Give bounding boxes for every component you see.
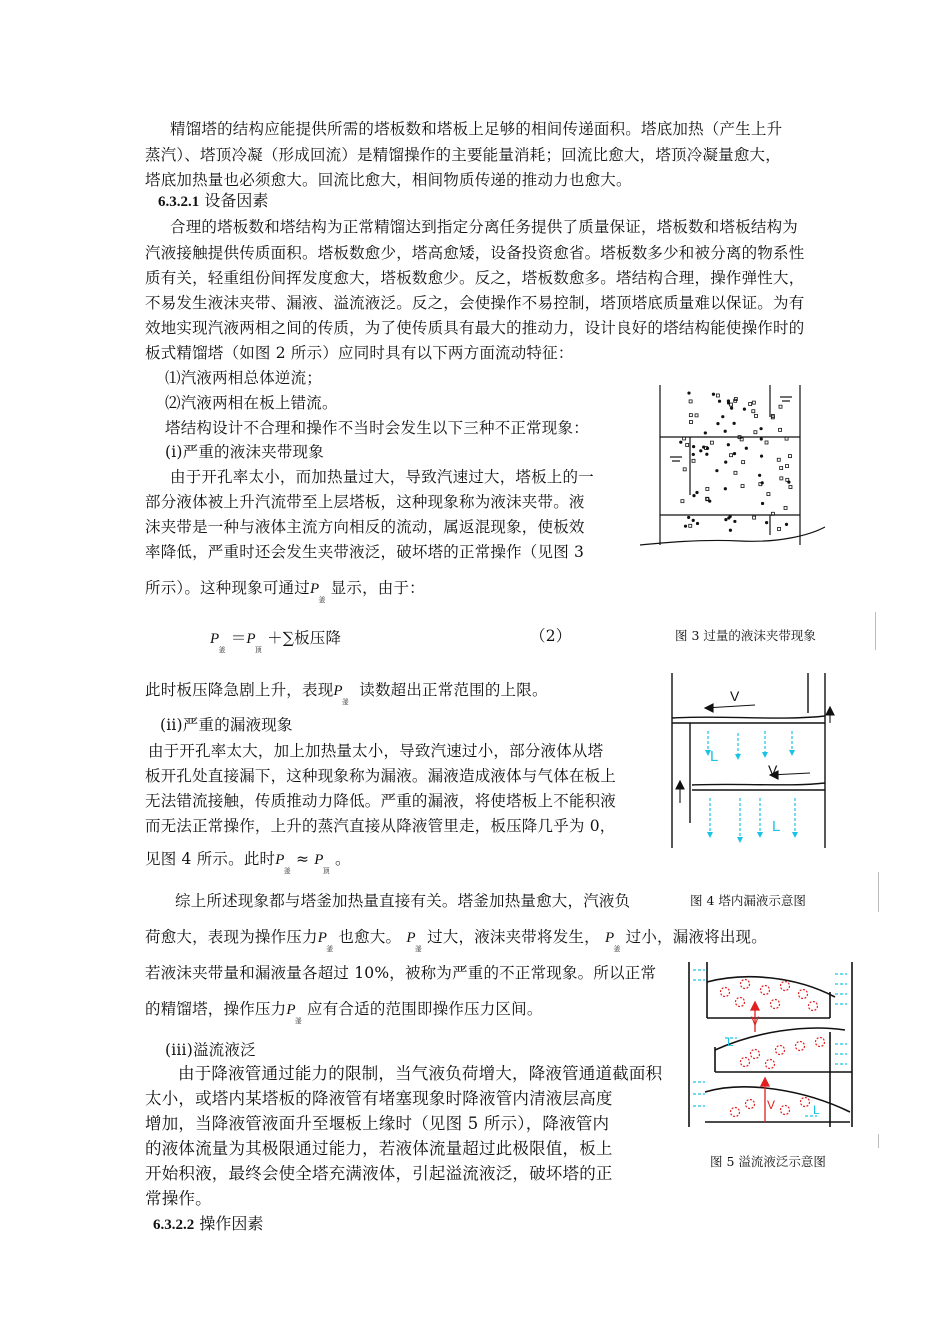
eq-p-fu: P (210, 631, 220, 647)
droplet (724, 430, 727, 433)
droplet (733, 520, 736, 523)
eq-rest: ＋∑板压降 (267, 629, 342, 647)
bubble (766, 1060, 775, 1069)
leak-arrow-head (707, 832, 713, 838)
leak-line-5 (145, 847, 351, 875)
droplet (692, 519, 695, 522)
entrain-line-3: 沫夹带是一种与液体主流方向相反的流动，属返混现象，使板效 (145, 518, 585, 536)
flood-line-4: 的液体流量为其极限通过能力，若液体流量超过此极限值，板上 (145, 1139, 613, 1158)
droplet (715, 469, 718, 472)
droplet (786, 465, 789, 468)
droplet (695, 491, 698, 494)
droplet (789, 486, 792, 489)
leak-arrow-head (762, 752, 768, 758)
fig5-label-l2: L (813, 1103, 820, 1117)
droplet (743, 408, 746, 411)
subscript-fu: 釜 (414, 945, 422, 953)
equip-line-6: 板式精馏塔（如图 2 所示）应同时具有以下两方面流动特征： (145, 344, 574, 362)
subheading-entrainment: (i)严重的液沫夹带现象 (165, 443, 324, 461)
equation-2 (210, 626, 341, 654)
droplet (689, 421, 692, 424)
summary-line-2 (145, 925, 767, 953)
entrain-line-5-text: 所示）。这种现象可通过 (145, 579, 310, 597)
droplet (760, 437, 763, 440)
leak-line-1: 由于开孔率太大，加上加热量太小，导致汽速过小，部分液体从塔 (148, 742, 604, 760)
approx-sign: ≈ (295, 850, 310, 868)
after-eq-tail: 读数超出正常范围的上限。 (359, 681, 548, 699)
figure-5-caption: 图 5 溢流液泛示意图 (710, 1154, 826, 1169)
fig4-label-l2: L (772, 818, 781, 835)
summary-4-b: 应有合适的范围即操作压力区间。 (307, 1000, 543, 1018)
subscript-ding: 顶 (322, 867, 330, 875)
summary-2-b: 也愈大。 (338, 928, 402, 946)
droplet (754, 414, 757, 417)
droplet (692, 453, 695, 456)
divider (878, 1134, 879, 1148)
bubble (721, 988, 730, 997)
droplet (765, 521, 768, 524)
equip-line-5: 效地实现汽液两相之间的传质，为了使传质具有最大的推动力，设计良好的塔结构能使操作时的 (145, 319, 805, 337)
bubble (816, 1038, 825, 1047)
droplet (692, 494, 695, 497)
symbol-p: P (314, 852, 324, 868)
section-title: 设备因素 (204, 191, 269, 210)
flood-line-6: 常操作。 (145, 1189, 212, 1208)
flood-line-2: 太小，或塔内某塔板的降液管有堵塞现象时降液管内清液层高度 (145, 1089, 613, 1108)
bubble (751, 1050, 760, 1059)
symbol-p: P (406, 930, 416, 946)
leak-line-5-end: 。 (334, 850, 351, 868)
droplet (712, 393, 715, 396)
droplet (706, 487, 709, 490)
droplet (704, 431, 707, 434)
divider (878, 872, 879, 912)
subscript-fu: 釜 (318, 596, 326, 604)
leak-arrow-head (735, 754, 741, 760)
leak-arrow-head (737, 837, 743, 843)
droplet (699, 449, 702, 452)
equip-line-1: 合理的塔板数和塔结构为正常精馏达到指定分离任务提供了质量保证，塔板数和塔板结构为 (170, 218, 799, 236)
droplet (683, 468, 686, 471)
droplet (779, 428, 782, 431)
flood-line-1: 由于降液管通过能力的限制，当气液负荷增大，降液管通道截面积 (178, 1064, 663, 1083)
list-item-1: ⑴汽液两相总体逆流； (165, 369, 323, 387)
flood-line-3: 增加，当降液管液面升至堰板上缘时（见图 5 所示），降液管内 (145, 1114, 610, 1133)
eq-equals: ＝ (230, 629, 247, 647)
droplet (687, 516, 690, 519)
figure-4-leakage-diagram (660, 673, 850, 848)
figure-3-caption: 图 3 过量的液沫夹带现象 (675, 628, 816, 643)
droplet (752, 401, 755, 404)
bubble (796, 1042, 805, 1051)
list-item-2: ⑵汽液两相在板上错流。 (165, 394, 338, 412)
abnormal-intro: 塔结构设计不合理和操作不当时会发生以下三种不正常现象： (165, 419, 589, 437)
droplet (780, 477, 783, 480)
droplet (784, 506, 787, 509)
droplet (777, 458, 780, 461)
droplet (689, 400, 692, 403)
figure-4-caption: 图 4 塔内漏液示意图 (690, 893, 806, 908)
droplet (733, 422, 736, 425)
symbol-p: P (317, 930, 328, 946)
bubble (741, 980, 750, 989)
droplet (695, 414, 698, 417)
subscript-fu: 釜 (341, 698, 349, 706)
droplet (716, 422, 719, 425)
droplet (760, 455, 763, 458)
droplet (788, 455, 791, 458)
droplet (752, 410, 755, 413)
droplet (724, 518, 727, 521)
eq-sub-fu: 釜 (218, 646, 226, 654)
droplet (754, 431, 757, 434)
summary-4-a: 的精馏塔，操作压力 (145, 1000, 287, 1018)
equation-number: （2） (530, 627, 572, 645)
leak-arrow-head (757, 832, 763, 838)
droplet (692, 445, 695, 448)
droplet (689, 524, 692, 527)
bubble (781, 982, 790, 991)
leak-arrow-head (789, 750, 795, 756)
droplet (761, 502, 764, 505)
subscript-fu: 釜 (294, 1017, 302, 1025)
entrain-line-5 (145, 576, 425, 604)
intro-line-1: 精馏塔的结构应能提供所需的塔板数和塔板上足够的相间传递面积。塔底加热（产生上升 (170, 120, 783, 138)
droplet (730, 407, 733, 410)
section-heading-6-3-2-2 (153, 1212, 263, 1237)
section-number: 6.3.2.2 (153, 1217, 195, 1233)
droplet (724, 487, 727, 490)
equip-line-3: 质有关，轻重组份间挥发度愈大，塔板数愈少。反之，塔板数愈多。塔结构合理，操作弹性大， (145, 269, 805, 287)
droplet (684, 525, 687, 528)
droplet (724, 461, 727, 464)
bubble (771, 1000, 780, 1009)
symbol-p: P (275, 852, 285, 868)
symbol-p: P (333, 683, 343, 699)
droplet (718, 400, 721, 403)
fig5-label-l1: L (727, 1035, 734, 1049)
bubble (781, 1106, 790, 1115)
subheading-leakage: (ii)严重的漏液现象 (160, 716, 293, 734)
bubble (746, 1100, 755, 1109)
bubble (731, 1108, 740, 1117)
entrain-line-1: 由于开孔率太小，而加热量过大，导致汽速过大，塔板上的一 (170, 468, 594, 486)
fig4-label-v1: V (730, 688, 740, 704)
droplet (742, 461, 745, 464)
droplet (780, 467, 783, 470)
divider (875, 612, 876, 650)
symbol-p: P (309, 581, 320, 597)
leak-line-2: 板开孔处直接漏下，这种现象称为漏液。漏液造成液体与气体在板上 (145, 767, 617, 785)
droplet (681, 500, 684, 503)
droplet (686, 444, 689, 447)
droplet (753, 516, 756, 519)
droplet (710, 441, 713, 444)
intro-line-2: 蒸汽）、塔顶冷凝（形成回流）是精馏操作的主要能量消耗；回流比愈大，塔顶冷凝量愈大， (145, 146, 781, 164)
droplet (727, 516, 730, 519)
leak-line-5-text: 见图 4 所示。此时 (145, 850, 276, 868)
droplet (745, 447, 748, 450)
droplet (741, 485, 744, 488)
summary-2-d: 过小，漏液将出现。 (625, 928, 767, 946)
figure-3-entrainment-diagram (640, 385, 880, 555)
subscript-fu: 釜 (326, 945, 334, 953)
fig5-label-v2: V (767, 1098, 776, 1112)
bubble (801, 1098, 810, 1107)
bubble (799, 990, 808, 999)
droplet (696, 522, 699, 525)
bubble (741, 1058, 750, 1067)
droplet (679, 441, 682, 444)
summary-2-c: 过大，液沫夹带将发生， (427, 928, 600, 946)
subheading-flooding: (iii)溢流液泛 (165, 1041, 256, 1059)
droplet (767, 493, 770, 496)
droplet (765, 441, 768, 444)
droplet (721, 415, 724, 418)
summary-line-1: 综上所述现象都与塔釜加热量直接有关。塔釜加热量愈大，汽液负 (175, 892, 631, 910)
droplet (730, 454, 733, 457)
section-title: 操作因素 (199, 1214, 264, 1233)
symbol-p: P (286, 1002, 296, 1018)
bubble (761, 986, 770, 995)
figure-5-flooding-diagram (685, 962, 885, 1137)
entrain-line-4: 率降低，严重时还会发生夹带液泛，破坏塔的正常操作（见图 3 (145, 543, 585, 561)
intro-line-3: 塔底加热量也必须愈大。回流比愈大，相间物质传递的推动力也愈大。 (145, 171, 632, 189)
bubble (776, 1046, 785, 1055)
droplet (692, 459, 695, 462)
eq-sub-ding: 顶 (254, 646, 262, 654)
droplet (785, 523, 788, 526)
leak-line-3: 无法错流接触，传质推动力降低。严重的漏液，将使塔板上不能积液 (145, 792, 617, 810)
droplet (778, 527, 781, 530)
fig4-label-l1: L (710, 748, 719, 765)
droplet (705, 453, 708, 456)
section-heading-6-3-2-1 (158, 189, 268, 214)
subscript-fu: 釜 (613, 945, 621, 953)
symbol-p: P (604, 930, 615, 946)
bubble (809, 1002, 818, 1011)
droplet (734, 471, 737, 474)
droplet (716, 394, 719, 397)
fig5-label-v1: V (751, 1014, 760, 1028)
droplet (729, 529, 732, 532)
subscript-fu: 釜 (283, 867, 291, 875)
flood-line-5: 开始积液，最终会使全塔充满液体，引起溢流液泛，破坏塔的正 (145, 1164, 613, 1183)
entrain-line-2: 部分液体被上升汽流带至上层塔板，这种现象称为液沫夹带。液 (145, 493, 585, 511)
bubble (736, 998, 745, 1007)
section-number: 6.3.2.1 (158, 194, 200, 210)
leak-line-4: 而无法正常操作，上升的蒸汽直接从降液管里走，板压降几乎为 0， (145, 817, 616, 835)
droplet (733, 452, 736, 455)
entrain-line-5-tail: 显示，由于： (330, 579, 425, 597)
eq-p-ding: P (246, 631, 256, 647)
droplet (779, 405, 782, 408)
droplet (727, 443, 730, 446)
after-eq-text: 此时板压降急剧上升，表现 (145, 681, 334, 699)
summary-line-3: 若液沫夹带量和漏液量各超过 10%，被称为严重的不正常现象。所以正常 (145, 964, 657, 982)
summary-line-4 (145, 997, 543, 1025)
fig4-label-v2: V (768, 762, 778, 778)
summary-2-a: 荷愈大，表现为操作压力 (145, 928, 318, 946)
droplet (759, 427, 762, 430)
droplet (758, 474, 761, 477)
equip-line-4: 不易发生液沫夹带、漏液、溢流液泛。反之，会使操作不易控制，塔顶塔底质量难以保证。为有 (145, 294, 805, 312)
droplet (687, 391, 690, 394)
droplet (689, 414, 692, 417)
after-eq-line (145, 678, 548, 706)
droplet (727, 399, 730, 402)
leak-arrow-head (792, 832, 798, 838)
equip-line-2: 汽液接触提供传质面积。塔板数愈少，塔高愈矮，设备投资愈省。塔板数多少和被分离的物系性 (145, 244, 805, 262)
droplet (749, 403, 752, 406)
